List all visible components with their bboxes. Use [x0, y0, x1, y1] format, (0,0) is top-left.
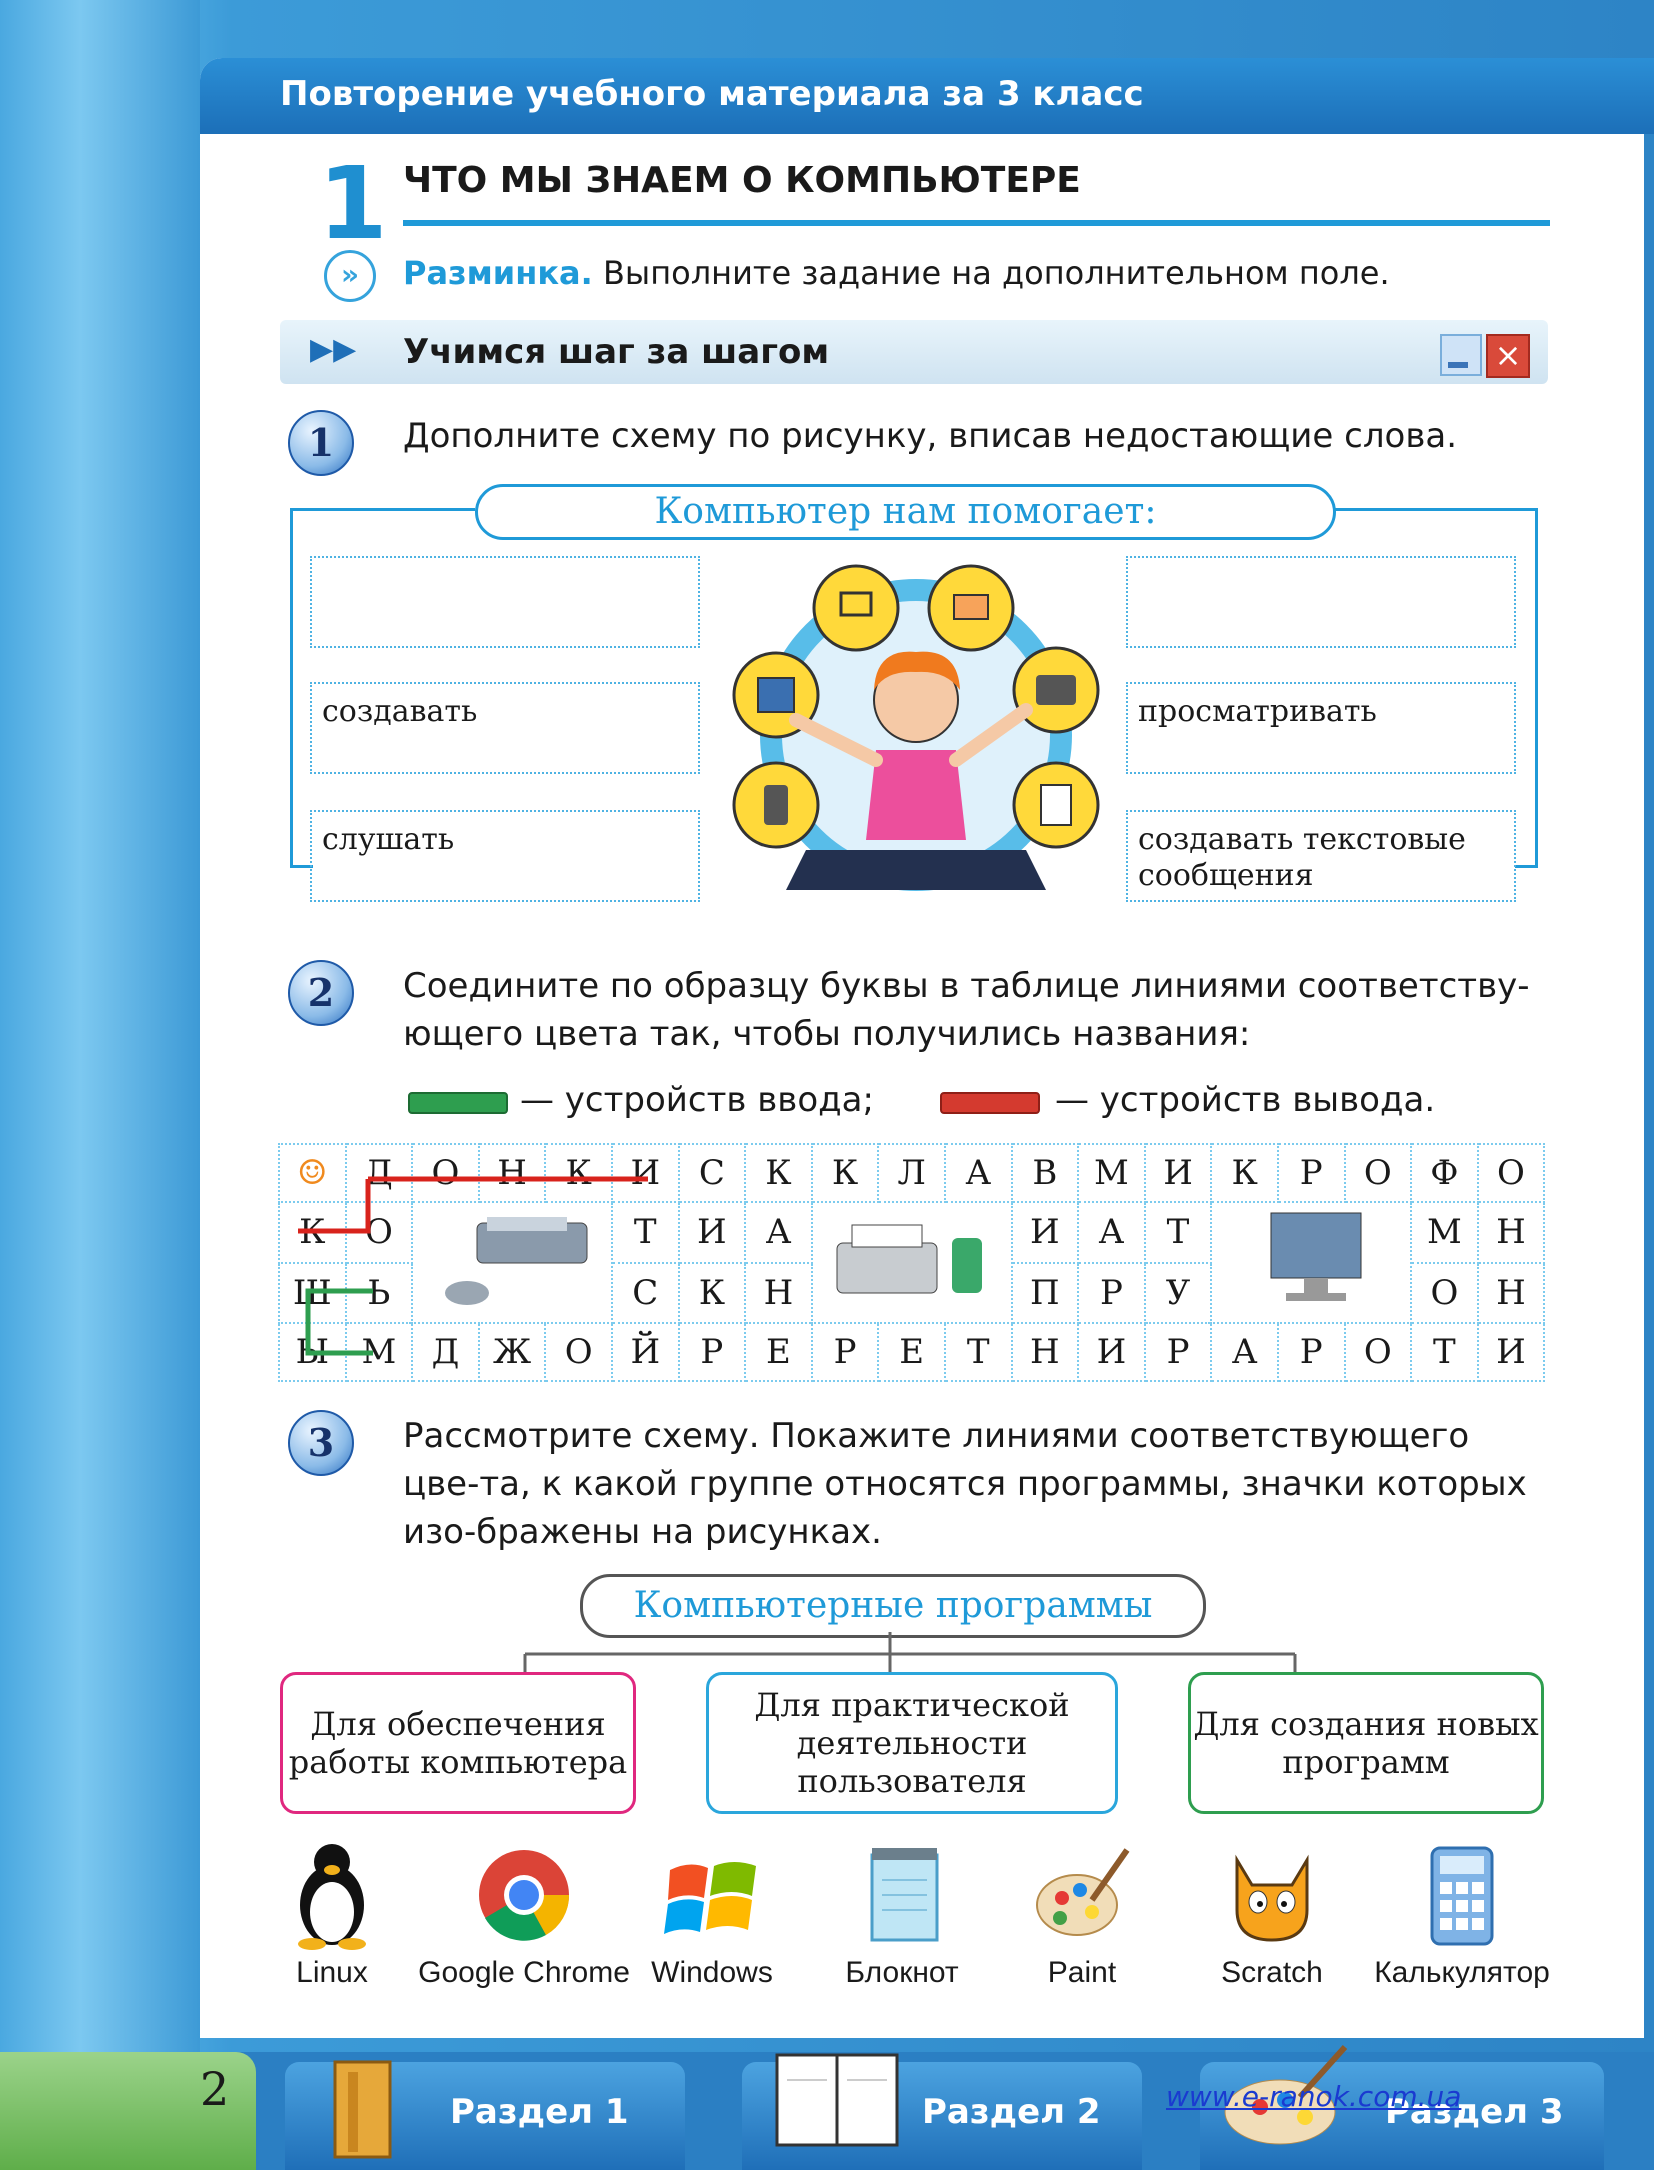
grid-cell[interactable]: Ш — [279, 1263, 346, 1324]
grid-cell[interactable]: П — [1012, 1263, 1079, 1324]
grid-cell[interactable]: Т — [612, 1202, 679, 1263]
grid-cell[interactable]: Р — [812, 1323, 879, 1381]
grid-cell[interactable]: Д — [346, 1144, 413, 1202]
grid-cell[interactable]: О — [1345, 1323, 1412, 1381]
shopping-cart-icon — [814, 566, 898, 650]
grid-cell[interactable]: И — [1078, 1323, 1145, 1381]
lesson-number: 1 — [318, 145, 388, 262]
grid-cell[interactable]: Д — [412, 1323, 479, 1381]
red-pencil-icon — [940, 1092, 1040, 1114]
grid-cell[interactable]: К — [1211, 1144, 1278, 1202]
grid-cell[interactable]: Р — [1278, 1144, 1345, 1202]
grid-cell[interactable]: О — [545, 1323, 612, 1381]
right-box-3: создавать текстовые сообщения — [1126, 810, 1516, 902]
grid-cell[interactable]: Ь — [346, 1263, 413, 1324]
grid-cell[interactable]: О — [1411, 1263, 1478, 1324]
section-2-tab[interactable] — [742, 2062, 1142, 2170]
right-box-2: просматривать — [1126, 682, 1516, 774]
double-arrow-icon: ▶▶ — [310, 332, 357, 367]
grid-cell[interactable]: Р — [679, 1323, 746, 1381]
red-sample-line-turn — [298, 1179, 368, 1231]
grid-cell[interactable]: И — [679, 1202, 746, 1263]
grid-cell[interactable]: О — [1478, 1144, 1545, 1202]
grid-cell[interactable]: М — [1078, 1144, 1145, 1202]
task2-text: Соедините по образцу буквы в таблице линиями соответству-ющего цвета так, чтобы получились названия: — [403, 966, 1530, 1054]
task2-number: 2 — [288, 960, 354, 1026]
grid-cell[interactable]: Ж — [479, 1323, 546, 1381]
section-3-label: Раздел 3 — [1385, 2092, 1564, 2132]
grid-cell[interactable]: К — [279, 1202, 346, 1263]
program-label: Калькулятор — [1374, 1956, 1550, 1989]
header-bar — [200, 58, 1654, 134]
legend-output: — устройств вывода. — [1055, 1080, 1436, 1120]
grid-cell[interactable]: К — [545, 1144, 612, 1202]
grid-cell[interactable]: Н — [1478, 1263, 1545, 1324]
close-button[interactable] — [1486, 334, 1530, 378]
program-label: Paint — [1047, 1956, 1117, 1989]
grid-cell[interactable]: М — [1411, 1202, 1478, 1263]
warmup-line — [403, 254, 1390, 292]
grid-cell[interactable]: Т — [1145, 1202, 1212, 1263]
program-label: Google Chrome — [418, 1956, 630, 1989]
task1-text: Дополните схему по рисунку, вписав недостающие слова. — [403, 416, 1458, 456]
program-label: Linux — [296, 1956, 368, 1989]
scheme-title: Компьютер нам помогает: — [475, 484, 1336, 540]
section-1-tab[interactable] — [285, 2062, 685, 2170]
monitor-image — [1211, 1202, 1411, 1323]
left-box-2: создавать — [310, 682, 700, 774]
grid-cell[interactable]: А — [1211, 1323, 1278, 1381]
grid-cell[interactable]: Н — [1478, 1202, 1545, 1263]
warmup-arrow-icon: » — [324, 250, 376, 302]
green-sample-line — [308, 1291, 373, 1353]
windows-icon[interactable] — [662, 1840, 762, 1950]
girl-with-computer-illustration — [726, 560, 1106, 900]
linux-icon[interactable] — [282, 1840, 382, 1950]
grid-cell[interactable]: Н — [1012, 1323, 1079, 1381]
scratch-icon[interactable] — [1222, 1840, 1322, 1950]
green-pencil-icon — [408, 1092, 508, 1114]
group-system: Для обеспечения работы компьютера — [280, 1672, 636, 1814]
section-3-tab[interactable] — [1200, 2062, 1604, 2170]
notepad-icon[interactable] — [852, 1840, 952, 1950]
title-underline — [403, 220, 1550, 226]
grid-cell[interactable]: Р — [1078, 1263, 1145, 1324]
grid-cell[interactable]: И — [1145, 1144, 1212, 1202]
section-1-label: Раздел 1 — [450, 2092, 629, 2132]
grid-cell[interactable]: Т — [1411, 1323, 1478, 1381]
grid-cell[interactable]: А — [1078, 1202, 1145, 1263]
grid-cell[interactable]: Р — [1278, 1323, 1345, 1381]
publisher-link[interactable]: www.e-ranok.com.ua — [1166, 2080, 1462, 2113]
keyboard — [786, 850, 1046, 890]
monitor-icon — [1216, 1203, 1406, 1313]
grid-cell[interactable]: М — [346, 1323, 413, 1381]
lesson-title: ЧТО МЫ ЗНАЕМ О КОМПЬЮТЕРЕ — [403, 160, 1081, 201]
group-applied: Для практической деятельности пользователя — [706, 1672, 1118, 1814]
programs-root: Компьютерные программы — [580, 1574, 1206, 1638]
header-title: Повторение учебного материала за 3 класс — [280, 74, 1144, 114]
folder-icon — [330, 2052, 400, 2162]
grid-cell[interactable]: С — [612, 1263, 679, 1324]
page-number: 2 — [200, 2062, 230, 2116]
grid-cell[interactable]: Е — [878, 1323, 945, 1381]
background-stripe — [0, 0, 200, 2170]
grid-cell[interactable]: Р — [1145, 1323, 1212, 1381]
legend-input: — устройств ввода; — [520, 1080, 874, 1120]
grid-cell[interactable]: С — [679, 1144, 746, 1202]
grid-cell[interactable]: А — [745, 1202, 812, 1263]
left-box-3: слушать — [310, 810, 700, 902]
grid-cell[interactable]: Н — [479, 1144, 546, 1202]
program-label: Windows — [651, 1956, 773, 1989]
sample-lines — [278, 1143, 978, 1383]
google-chrome-icon[interactable] — [474, 1840, 574, 1950]
right-bracket — [1515, 508, 1538, 868]
step-bar — [280, 320, 1548, 384]
grid-cell[interactable]: Т — [945, 1323, 1012, 1381]
grid-cell[interactable]: О — [346, 1202, 413, 1263]
grid-cell[interactable]: И — [612, 1144, 679, 1202]
grid-cell[interactable]: ☺ — [279, 1144, 346, 1202]
grid-cell[interactable]: К — [679, 1263, 746, 1324]
grid-cell[interactable]: И — [1012, 1202, 1079, 1263]
grid-cell[interactable]: Ы — [279, 1323, 346, 1381]
bracket-top-right — [1330, 508, 1518, 511]
grid-cell[interactable]: Е — [745, 1323, 812, 1381]
right-box-1[interactable] — [1126, 556, 1516, 648]
group-programming: Для создания новых программ — [1188, 1672, 1544, 1814]
calculator-icon[interactable] — [1412, 1840, 1512, 1950]
task3-text: Рассмотрите схему. Покажите линиями соответствующего цве-та, к какой группе относятся программы, значки которых изо-бражены на рисунках. — [403, 1416, 1527, 1552]
grid-cell[interactable]: Н — [745, 1263, 812, 1324]
task1-number: 1 — [288, 410, 354, 476]
task3-number: 3 — [288, 1410, 354, 1476]
minimize-icon — [1448, 362, 1468, 368]
close-icon: × — [1494, 336, 1522, 374]
warmup-text: Выполните задание на дополнительном поле. — [592, 254, 1390, 292]
program-label: Scratch — [1221, 1956, 1323, 1989]
grid-cell[interactable]: У — [1145, 1263, 1212, 1324]
grid-cell[interactable]: К — [745, 1144, 812, 1202]
grid-cell[interactable]: В — [1012, 1144, 1079, 1202]
grid-cell[interactable]: К — [812, 1144, 879, 1202]
grid-cell[interactable]: Л — [878, 1144, 945, 1202]
grid-cell[interactable]: Й — [612, 1323, 679, 1381]
minimize-button[interactable] — [1440, 334, 1482, 376]
left-box-1[interactable] — [310, 556, 700, 648]
program-label: Блокнот — [845, 1956, 959, 1989]
grid-cell[interactable]: А — [945, 1144, 1012, 1202]
section-2-label: Раздел 2 — [922, 2092, 1101, 2132]
page-number-tab — [0, 2052, 256, 2170]
grid-cell[interactable]: И — [1478, 1323, 1545, 1381]
warmup-label: Разминка. — [403, 254, 593, 292]
paint-icon[interactable] — [1032, 1840, 1132, 1950]
bracket-top-left — [310, 508, 475, 511]
notebook-icon — [772, 2050, 902, 2150]
step-bar-title: Учимся шаг за шагом — [403, 332, 830, 372]
grid-cell[interactable]: О — [412, 1144, 479, 1202]
grid-cell[interactable]: О — [1345, 1144, 1412, 1202]
grid-cell[interactable]: Ф — [1411, 1144, 1478, 1202]
